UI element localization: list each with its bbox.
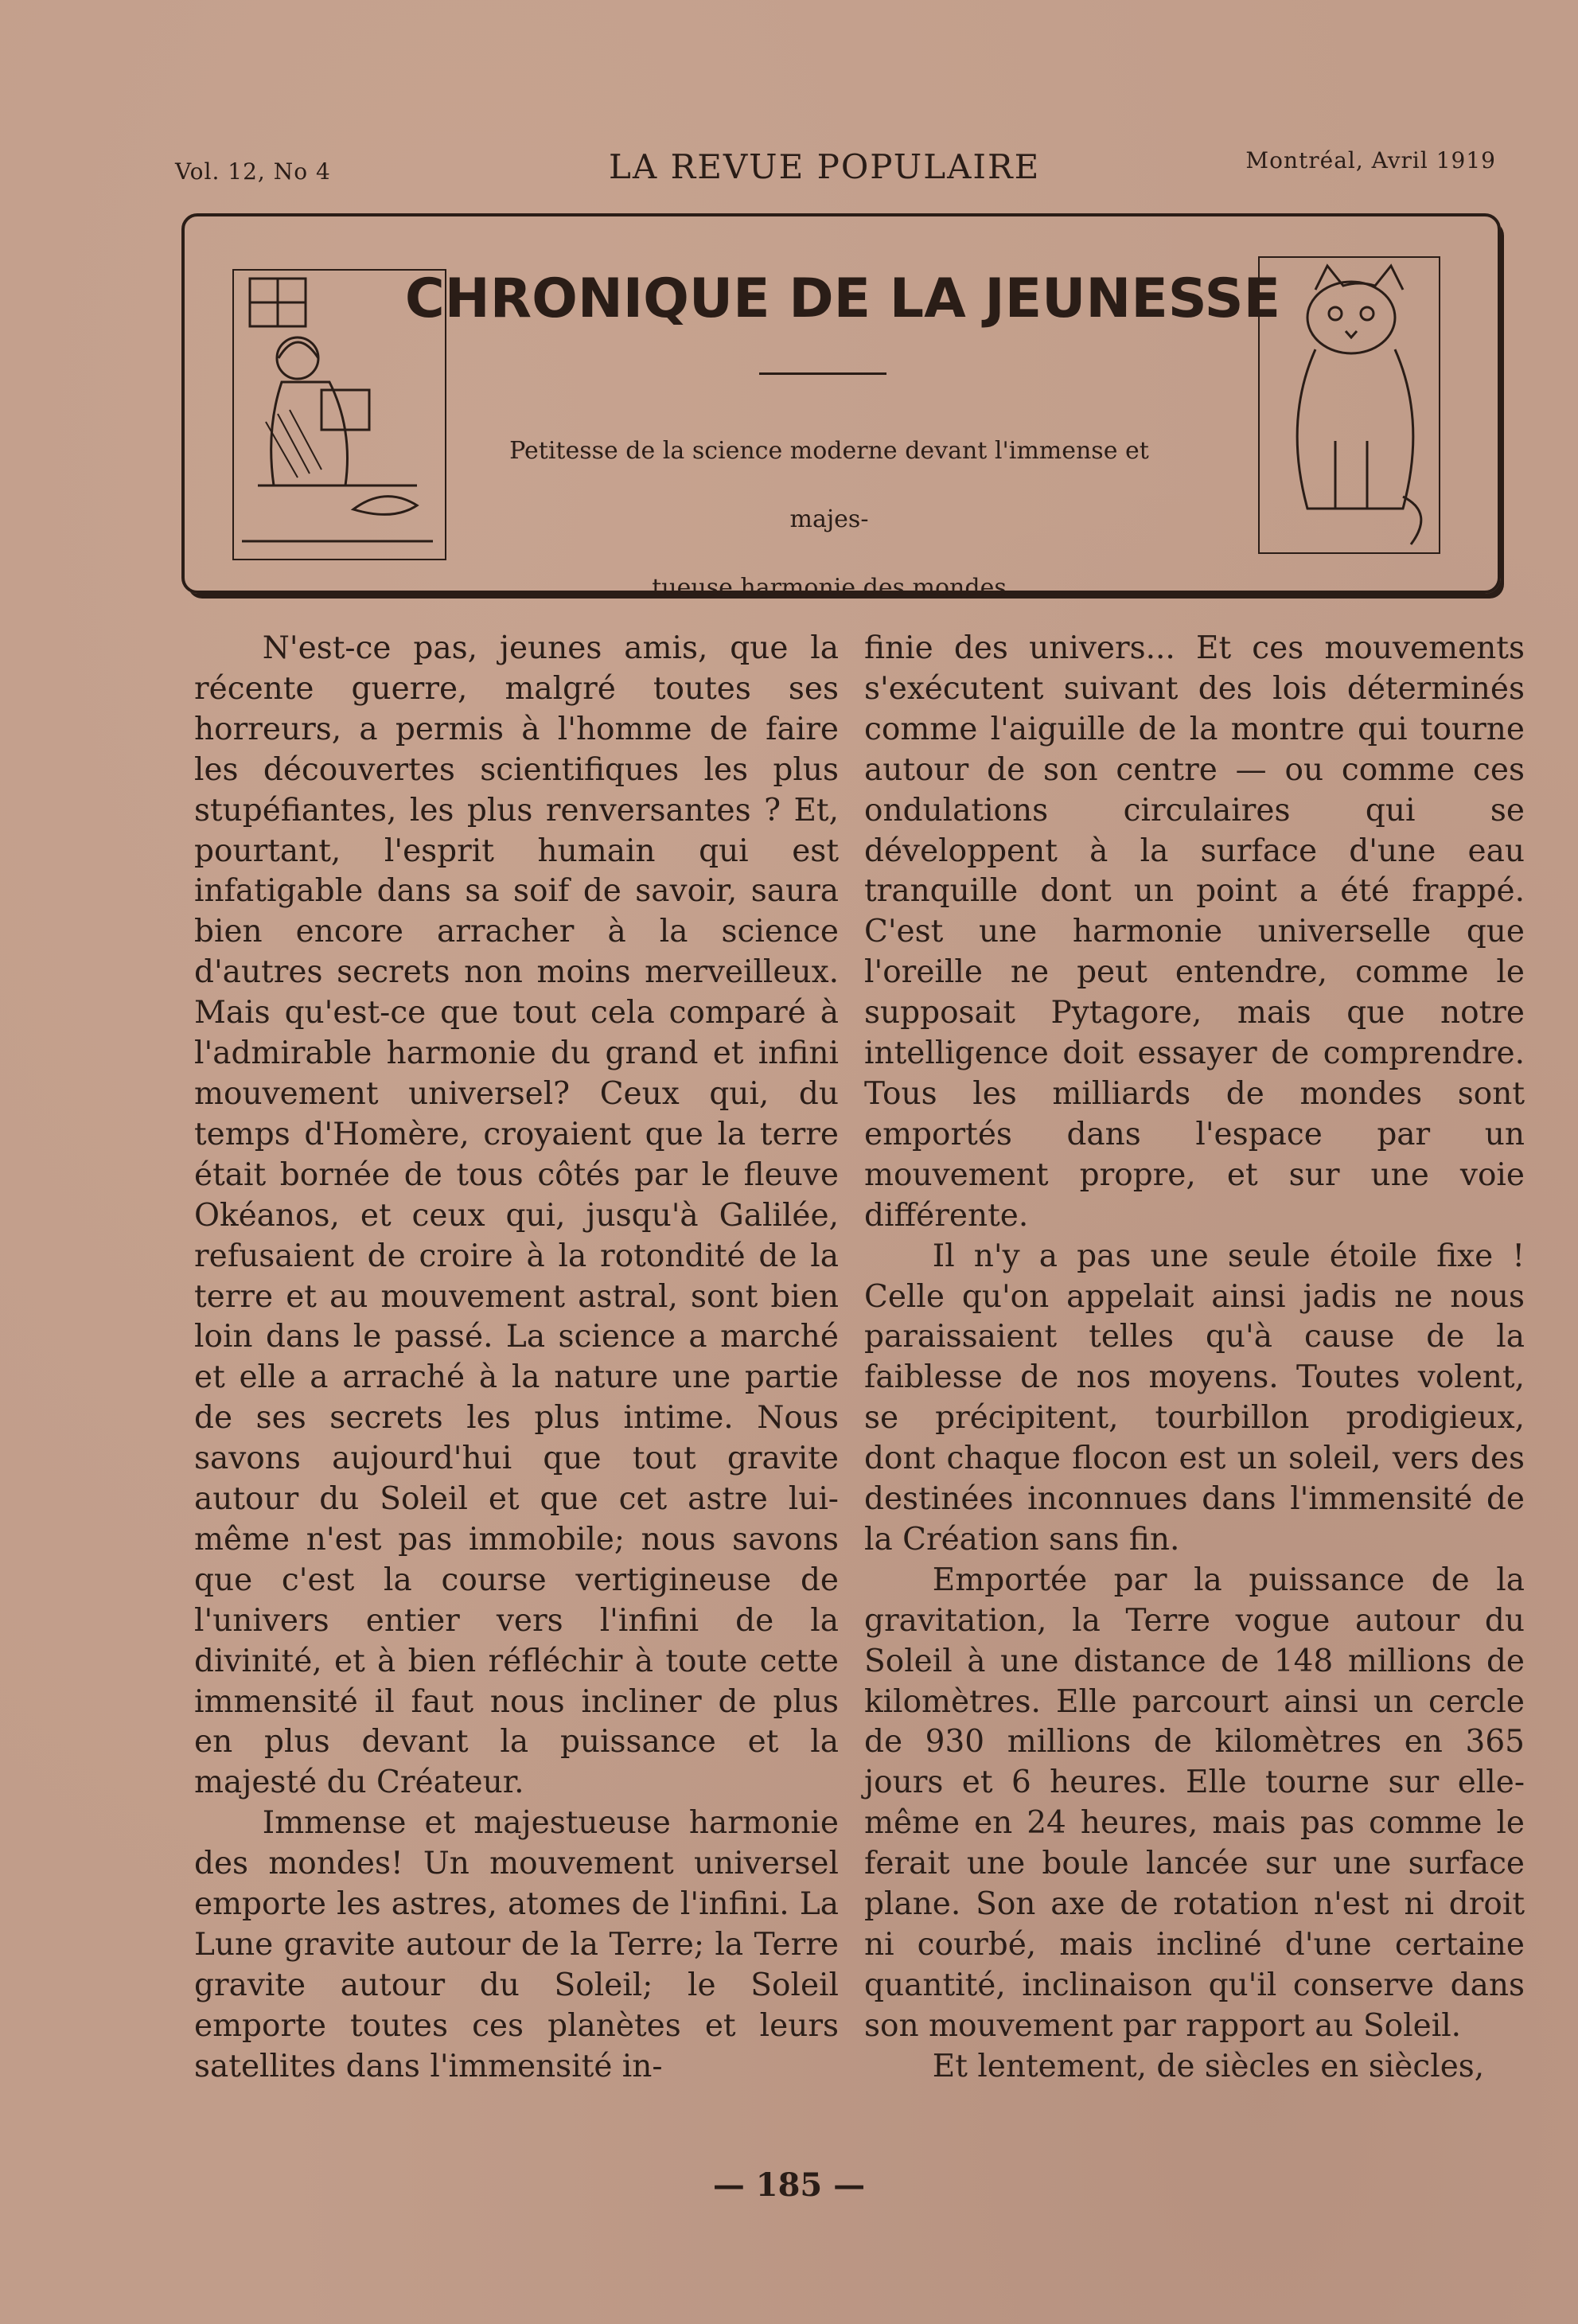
paragraph: Immense et majestueuse harmonie des mondes! Un mouvement universel emporte les astres, atomes de l'infini. La Lune gravite autour de la Terre; la Terre gravite autour du Soleil; le Soleil emporte toutes ces planètes et leurs satellites dans l'immensité in- <box>194 1805 839 2084</box>
article-column-right <box>864 629 1525 2088</box>
paragraph: Il n'y a pas une seule étoile fixe ! Celle qu'on appelait ainsi jadis ne nous paraissaient telles qu'à cause de la faiblesse de nos moyens. Toutes volent, se précipitent, tourbillon prodigieux, dont chaque flocon est un soleil, vers des destinées inconnues dans l'immensité de la Création sans fin. <box>864 1238 1525 1558</box>
paragraph: Emportée par la puissance de la gravitation, la Terre vogue autour du Soleil à une distance de 148 millions de kilomètres. Elle parcourt ainsi un cercle de 930 millions de kilomètres en 365 jours et 6 heures. Elle tourne sur elle-même en 24 heures, mais pas comme le ferait une boule lancée sur une surface plane. Son axe de rotation n'est ni droit ni courbé, mais incliné d'une certaine quantité, inclinaison qu'il conserve dans son mouvement par rapport au Soleil. <box>864 1562 1525 2044</box>
paragraph: Et lentement, de siècles en siècles, <box>932 2048 1485 2084</box>
article-column-left <box>194 629 839 2088</box>
page-number: — 185 — <box>712 2166 866 2204</box>
paragraph-continued: finie des univers... Et ces mouvements s'exécutent suivant des lois déterminés comme l'aiguille de la montre qui tourne autour de son centre — ou comme ces ondulations circulaires qui se développent à la surface d'une eau tranquille dont un point a été frappé. C'est une harmonie universelle que l'oreille ne peut entendre, comme le supposait Pytagore, mais que notre intelligence doit essayer de comprendre. Tous les milliards de mondes sont emportés dans l'espace par un mouvement propre, et sur une voie différente. <box>864 630 1525 1234</box>
subtitle-line-1: Petitesse de la science moderne devant l'immense et majes- <box>509 437 1149 533</box>
place-date: Montréal, Avril 1919 <box>1245 147 1496 174</box>
article-subtitle <box>487 417 1171 622</box>
title-rule <box>759 372 886 375</box>
section-title: CHRONIQUE DE LA JEUNESSE <box>404 267 1281 330</box>
volume-issue: Vol. 12, No 4 <box>175 158 331 185</box>
cat-illustration <box>1258 256 1440 554</box>
paragraph: N'est-ce pas, jeunes amis, que la récente guerre, malgré toutes ses horreurs, a permis à l'homme de faire les découvertes scientifiques les plus stupéfiantes, les plus renversantes ? Et, pourtant, l'esprit humain qui est infatigable dans sa soif de savoir, saura bien encore arracher à la science d'autres secrets non moins merveilleux. Mais qu'est-ce que tout cela comparé à l'admirable harmonie du grand et infini mouvement universel? Ceux qui, du temps d'Homère, croyaient que la terre était bornée de tous côtés par le fleuve Okéanos, et ceux qui, jusqu'à Galilée, refusaient de croire à la rotondité de la terre et au mouvement astral, sont bien loin dans le passé. La science a marché et elle a arraché à la nature une partie de ses secrets les plus intime. Nous savons aujourd'hui que tout gravite autour du Soleil et que cet astre lui-même n'est pas immobile; nous savons que c'est la course vertigineuse de l'univers entier vers l'infini de la divinité, et à bien réfléchir à toute cette immensité il faut nous incliner de plus en plus devant la puissance et la majesté du Créateur. <box>194 630 839 1801</box>
publication-title: LA REVUE POPULAIRE <box>609 147 1041 186</box>
cat-drawing <box>1260 258 1439 552</box>
running-head <box>175 147 1528 195</box>
subtitle-line-2: tueuse harmonie des mondes <box>652 574 1007 602</box>
section-banner <box>181 213 1501 602</box>
